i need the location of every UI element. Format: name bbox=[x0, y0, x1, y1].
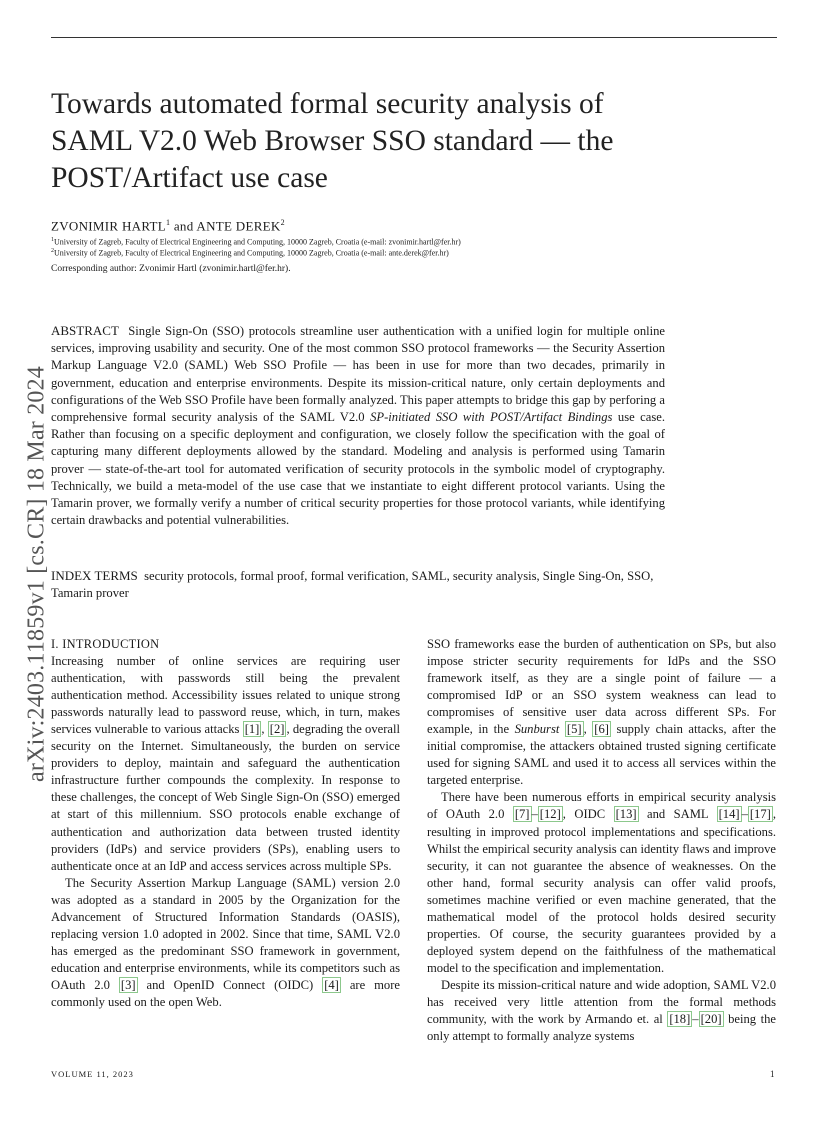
author-conjunction: and bbox=[170, 218, 197, 234]
affiliation-text: University of Zagreb, Faculty of Electrical Engineering and Computing, 10000 Zagreb, Croatia (e-mail: zvonimir.hartl@fer.hr) bbox=[54, 237, 461, 247]
corresponding-author: Corresponding author: Zvonimir Hartl (zvonimir.hartl@fer.hr). bbox=[51, 264, 291, 274]
header-rule bbox=[51, 37, 777, 38]
citation-link[interactable]: [1] bbox=[244, 722, 260, 737]
citation-link[interactable]: [4] bbox=[324, 977, 339, 992]
abstract-use-case: SP-initiated SSO with POST/Artifact Bindings bbox=[370, 410, 613, 425]
emphasis-text: Sunburst bbox=[514, 722, 560, 737]
body-column-right bbox=[427, 636, 776, 1045]
affiliation bbox=[51, 246, 449, 259]
author-name: ZVONIMIR HARTL bbox=[51, 218, 166, 234]
affiliation-marker: 2 bbox=[280, 218, 285, 227]
section-heading: I. INTRODUCTION bbox=[51, 637, 160, 651]
paper-title: Towards automated formal security analysis of SAML V2.0 Web Browser SSO standard — the POST/Artifact use case bbox=[51, 88, 614, 194]
abstract-text: use case. Rather than focusing on a specific deployment and configuration, we closely follow the specification with the goal of capturing many different deployments allowed by the standard. Modeling and analysis is performed using Tamarin prover — state-of-the-art tool for automated verification of security protocols in the symbolic model of cryptography. Technically, we build a meta-model of the use case that we instantiate to eight different protocol variants. Using the Tamarin prover, we formally verify a number of critical security properties for those protocol variants, while identifying certain drawbacks and potential vulnerabilities. bbox=[51, 410, 665, 528]
affiliation-marker: 1 bbox=[166, 218, 171, 227]
citation-link[interactable]: [17] bbox=[749, 807, 771, 822]
footer-volume: VOLUME 11, 2023 bbox=[51, 1069, 134, 1079]
citation-link[interactable]: [2] bbox=[269, 722, 285, 737]
citation-link[interactable]: [18] bbox=[669, 1012, 691, 1027]
body-column-left bbox=[51, 636, 400, 1011]
citation-link[interactable]: [13] bbox=[615, 807, 637, 822]
paragraph-text: , resulting in improved protocol implementations and specifications. Whilst the empirical security analysis can identity flaws and improve security, it can not guarantee the absence of weaknesses. On the other hand, formal security analysis can offer valid proofs, sometimes machine verified or even machine generated, that the mathematical model of the protocol holds desired security properties. Of course, the security guarantees provided by a deployed system depend on the faithfulness of the mathematical model to the specification and implementation. bbox=[427, 807, 776, 975]
abstract-label: ABSTRACT bbox=[51, 323, 119, 338]
page-number: 1 bbox=[770, 1069, 775, 1079]
paragraph bbox=[427, 977, 776, 1045]
citation-link[interactable]: [14] bbox=[718, 807, 740, 822]
paragraph-text: and SAML bbox=[638, 807, 717, 822]
citation-link[interactable]: [5] bbox=[566, 722, 582, 737]
paragraph-text: , degrading the overall security on the Internet. Simultaneously, the burden on service providers to deploy, maintain and safeguard the authentication infrastructure further compounds the complexity. In response to these challenges, the concept of Web Single Sign-On (SSO) emerged at start of this millennium. SSO protocols enable exchange of authentication and authorization data between trusted identity providers (IdPs) and service providers (SPs), enabling users to authenticate once at an IdP and access services across multiple SPs. bbox=[51, 722, 400, 873]
paragraph-continuation bbox=[427, 636, 776, 789]
citation-link[interactable]: [20] bbox=[700, 1012, 722, 1027]
abstract-text: Single Sign-On (SSO) protocols streamline user authentication with a unified login for multiple online services, improving usability and security. One of the most common SSO protocol frameworks — the Security Assertion Markup Language V2.0 (SAML) Web SSO Profile — has been in use for more than two decades, primarily in government, education and enterprise environments. Despite its mission-critical nature, only certain deployments and configurations of the Web SSO Profile have been formally analyzed. This paper attempts to bridge this gap by perforing a comprehensive formal security analysis of the SAML V2.0 bbox=[51, 324, 666, 425]
paragraph-text: Despite its mission-critical nature and wide adoption, SAML V2.0 has received very little attention from the formal methods community, with the work by Armando et. al bbox=[427, 977, 776, 1027]
paragraph-text: – bbox=[692, 1012, 699, 1027]
affiliation-text: University of Zagreb, Faculty of Electrical Engineering and Computing, 10000 Zagreb, Croatia (e-mail: ante.derek@fer.hr) bbox=[54, 248, 449, 258]
paragraph-text: SSO frameworks ease the burden of authentication on SPs, but also impose stricter security requirements for IdPs and the SSO framework itself, as they are a single point of failure — a compromised IdP or an SSO system weakness can lead to compromises of sensitive user data across different SPs. For example, in the bbox=[427, 637, 776, 737]
index-terms-text: security protocols, formal proof, formal verification, SAML, security analysis, Single Sing-On, SSO, Tamarin prover bbox=[51, 569, 654, 601]
paragraph bbox=[427, 789, 776, 977]
paragraph-text: Increasing number of online services are requiring user authentication, with passwords still being the prevalent authentication method. Accessibility issues related to unique strong passwords naturally lead to password reuse, which, in turn, makes services vulnerable to various attacks bbox=[51, 654, 400, 737]
citation-link[interactable]: [6] bbox=[594, 722, 609, 737]
paragraph-text: , OIDC bbox=[562, 807, 614, 822]
paragraph-text: – bbox=[531, 807, 538, 822]
index-terms-label: INDEX TERMS bbox=[51, 568, 138, 583]
arxiv-identifier-stamp[interactable]: arXiv:2403.11859v1 [cs.CR] 18 Mar 2024 bbox=[23, 366, 50, 782]
affiliation-marker: 2 bbox=[51, 248, 54, 254]
paragraph-text: supply chain attacks, after the initial compromise, the attackers obtained trusted signing certificate used for signing SAML and used it to access all services within the targeted enterprise. bbox=[427, 722, 776, 788]
paragraph-text: , bbox=[583, 722, 593, 737]
paragraph-text: are more commonly used on the open Web. bbox=[51, 977, 401, 1009]
index-terms bbox=[51, 567, 665, 602]
abstract bbox=[51, 322, 665, 529]
paragraph-text: There have been numerous efforts in empirical security analysis of OAuth 2.0 bbox=[427, 790, 776, 822]
paragraph-text: being the only attempt to formally analyze systems bbox=[427, 1012, 776, 1044]
author-name: ANTE DEREK bbox=[196, 218, 281, 234]
paragraph-text: , bbox=[261, 722, 268, 737]
citation-link[interactable]: [12] bbox=[539, 807, 561, 822]
citation-link[interactable]: [7] bbox=[514, 807, 530, 822]
affiliation-marker: 1 bbox=[51, 237, 54, 243]
paragraph-text: The Security Assertion Markup Language (SAML) version 2.0 was adopted as a standard in 2005 by the Organization for the Advancement of Structured Information Standards (OASIS), replacing version 1.0 adopted in 2002. Since that time, SAML V2.0 has emerged as the predominant SSO framework in government, education and enterprise environments, while its competitors such as OAuth 2.0 bbox=[51, 875, 400, 992]
paragraph-text: and OpenID Connect (OIDC) bbox=[137, 977, 323, 992]
paragraph-text: – bbox=[741, 807, 748, 822]
paragraph bbox=[51, 875, 400, 1011]
paragraph bbox=[51, 653, 400, 875]
citation-link[interactable]: [3] bbox=[120, 977, 136, 992]
author-line bbox=[51, 218, 285, 234]
